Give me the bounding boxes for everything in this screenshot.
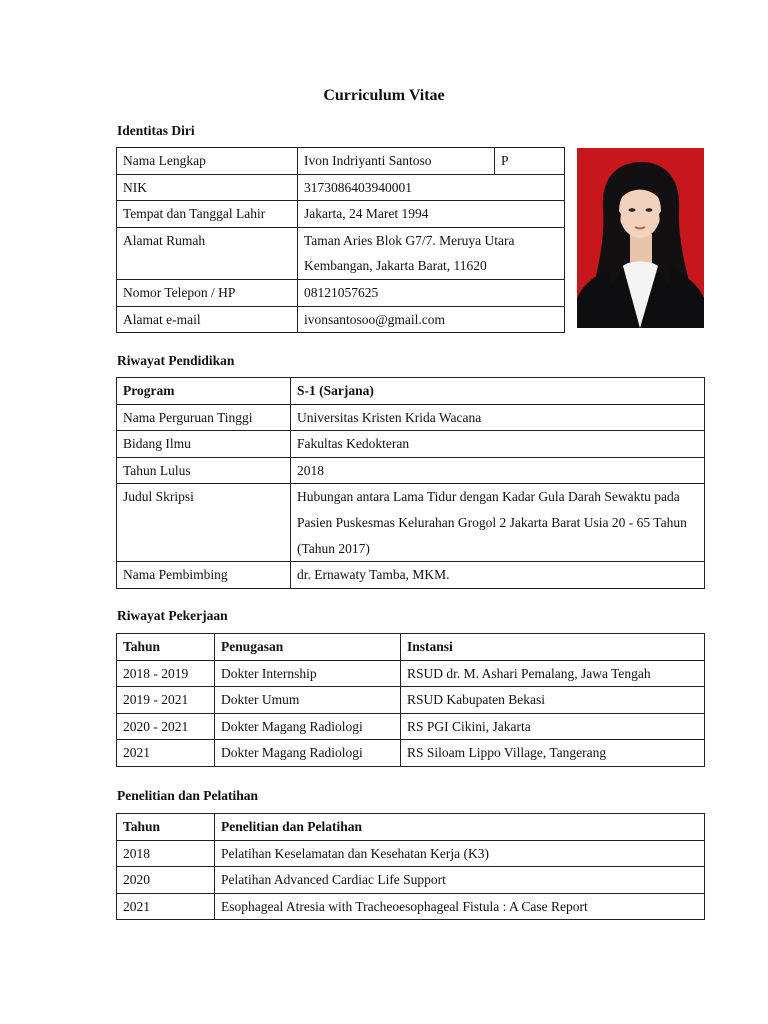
pendidikan-value: Fakultas Kedokteran <box>291 431 705 458</box>
identitas-label: Nama Lengkap <box>117 148 298 175</box>
table-cell: RSUD Kabupaten Bekasi <box>401 687 705 714</box>
table-row <box>117 378 705 405</box>
table-row <box>117 279 565 306</box>
table-row <box>117 404 705 431</box>
identitas-label: Alamat e-mail <box>117 306 298 333</box>
pendidikan-table <box>116 377 705 589</box>
table-row <box>117 893 705 920</box>
pendidikan-label: Nama Perguruan Tinggi <box>117 404 291 431</box>
pendidikan-label: Bidang Ilmu <box>117 431 291 458</box>
table-header-row <box>117 814 705 841</box>
table-header-row <box>117 634 705 661</box>
identitas-value: Taman Aries Blok G7/7. Meruya Utara Kembangan, Jakarta Barat, 11620 <box>298 227 565 279</box>
table-cell: RS Siloam Lippo Village, Tangerang <box>401 740 705 767</box>
table-row <box>117 431 705 458</box>
table-cell: Dokter Magang Radiologi <box>215 740 401 767</box>
identitas-value: 3173086403940001 <box>298 174 565 201</box>
table-cell: 2021 <box>117 893 215 920</box>
pendidikan-value: 2018 <box>291 457 705 484</box>
pendidikan-label: Judul Skripsi <box>117 484 291 562</box>
pekerjaan-table <box>116 633 705 767</box>
column-header: Penelitian dan Pelatihan <box>215 814 705 841</box>
table-row <box>117 148 565 175</box>
pendidikan-value: dr. Ernawaty Tamba, MKM. <box>291 562 705 589</box>
table-row <box>117 306 565 333</box>
identitas-value: Jakarta, 24 Maret 1994 <box>298 201 565 228</box>
table-cell: Pelatihan Advanced Cardiac Life Support <box>215 867 705 894</box>
table-row <box>117 867 705 894</box>
table-cell: 2018 - 2019 <box>117 660 215 687</box>
section-title-identitas: Identitas Diri <box>117 123 195 138</box>
identitas-value: Ivon Indriyanti Santoso <box>298 148 495 175</box>
pendidikan-label: Tahun Lulus <box>117 457 291 484</box>
table-row <box>117 713 705 740</box>
section-title-penelitian: Penelitian dan Pelatihan <box>117 788 259 803</box>
identitas-table <box>116 147 565 333</box>
table-cell: Dokter Umum <box>215 687 401 714</box>
pendidikan-label: Program <box>117 378 291 405</box>
column-header: Tahun <box>117 634 215 661</box>
table-row <box>117 201 565 228</box>
identitas-label: Tempat dan Tanggal Lahir <box>117 201 298 228</box>
column-header: Instansi <box>401 634 705 661</box>
identitas-label: Alamat Rumah <box>117 227 298 279</box>
page-title: Curriculum Vitae <box>323 87 445 104</box>
column-header: Penugasan <box>215 634 401 661</box>
table-row <box>117 562 705 589</box>
table-row <box>117 174 565 201</box>
pendidikan-value: S-1 (Sarjana) <box>291 378 705 405</box>
table-cell: 2019 - 2021 <box>117 687 215 714</box>
table-cell: 2018 <box>117 840 215 867</box>
section-title-pekerjaan: Riwayat Pekerjaan <box>117 608 228 623</box>
pendidikan-value: Hubungan antara Lama Tidur dengan Kadar Gula Darah Sewaktu pada Pasien Puskesmas Kelurahan Grogol 2 Jakarta Barat Usia 20 - 65 Tahun (Tahun 2017) <box>291 484 705 562</box>
table-cell: RS PGI Cikini, Jakarta <box>401 713 705 740</box>
identitas-value: 08121057625 <box>298 279 565 306</box>
table-row <box>117 840 705 867</box>
table-row <box>117 660 705 687</box>
table-cell: 2020 - 2021 <box>117 713 215 740</box>
column-header: Tahun <box>117 814 215 841</box>
table-cell: Esophageal Atresia with Tracheoesophageal Fistula : A Case Report <box>215 893 705 920</box>
table-row <box>117 484 705 562</box>
table-cell: Dokter Magang Radiologi <box>215 713 401 740</box>
table-row <box>117 740 705 767</box>
table-row <box>117 457 705 484</box>
identitas-label: NIK <box>117 174 298 201</box>
table-cell: Dokter Internship <box>215 660 401 687</box>
pendidikan-label: Nama Pembimbing <box>117 562 291 589</box>
table-cell: 2021 <box>117 740 215 767</box>
table-row <box>117 687 705 714</box>
pendidikan-value: Universitas Kristen Krida Wacana <box>291 404 705 431</box>
table-row <box>117 227 565 279</box>
penelitian-table <box>116 813 705 920</box>
table-cell: RSUD dr. M. Ashari Pemalang, Jawa Tengah <box>401 660 705 687</box>
section-title-pendidikan: Riwayat Pendidikan <box>117 353 235 368</box>
table-cell: 2020 <box>117 867 215 894</box>
table-cell: Pelatihan Keselamatan dan Kesehatan Kerja (K3) <box>215 840 705 867</box>
profile-photo <box>577 148 704 328</box>
identitas-gender: P <box>495 148 565 175</box>
identitas-value: ivonsantosoo@gmail.com <box>298 306 565 333</box>
identitas-label: Nomor Telepon / HP <box>117 279 298 306</box>
